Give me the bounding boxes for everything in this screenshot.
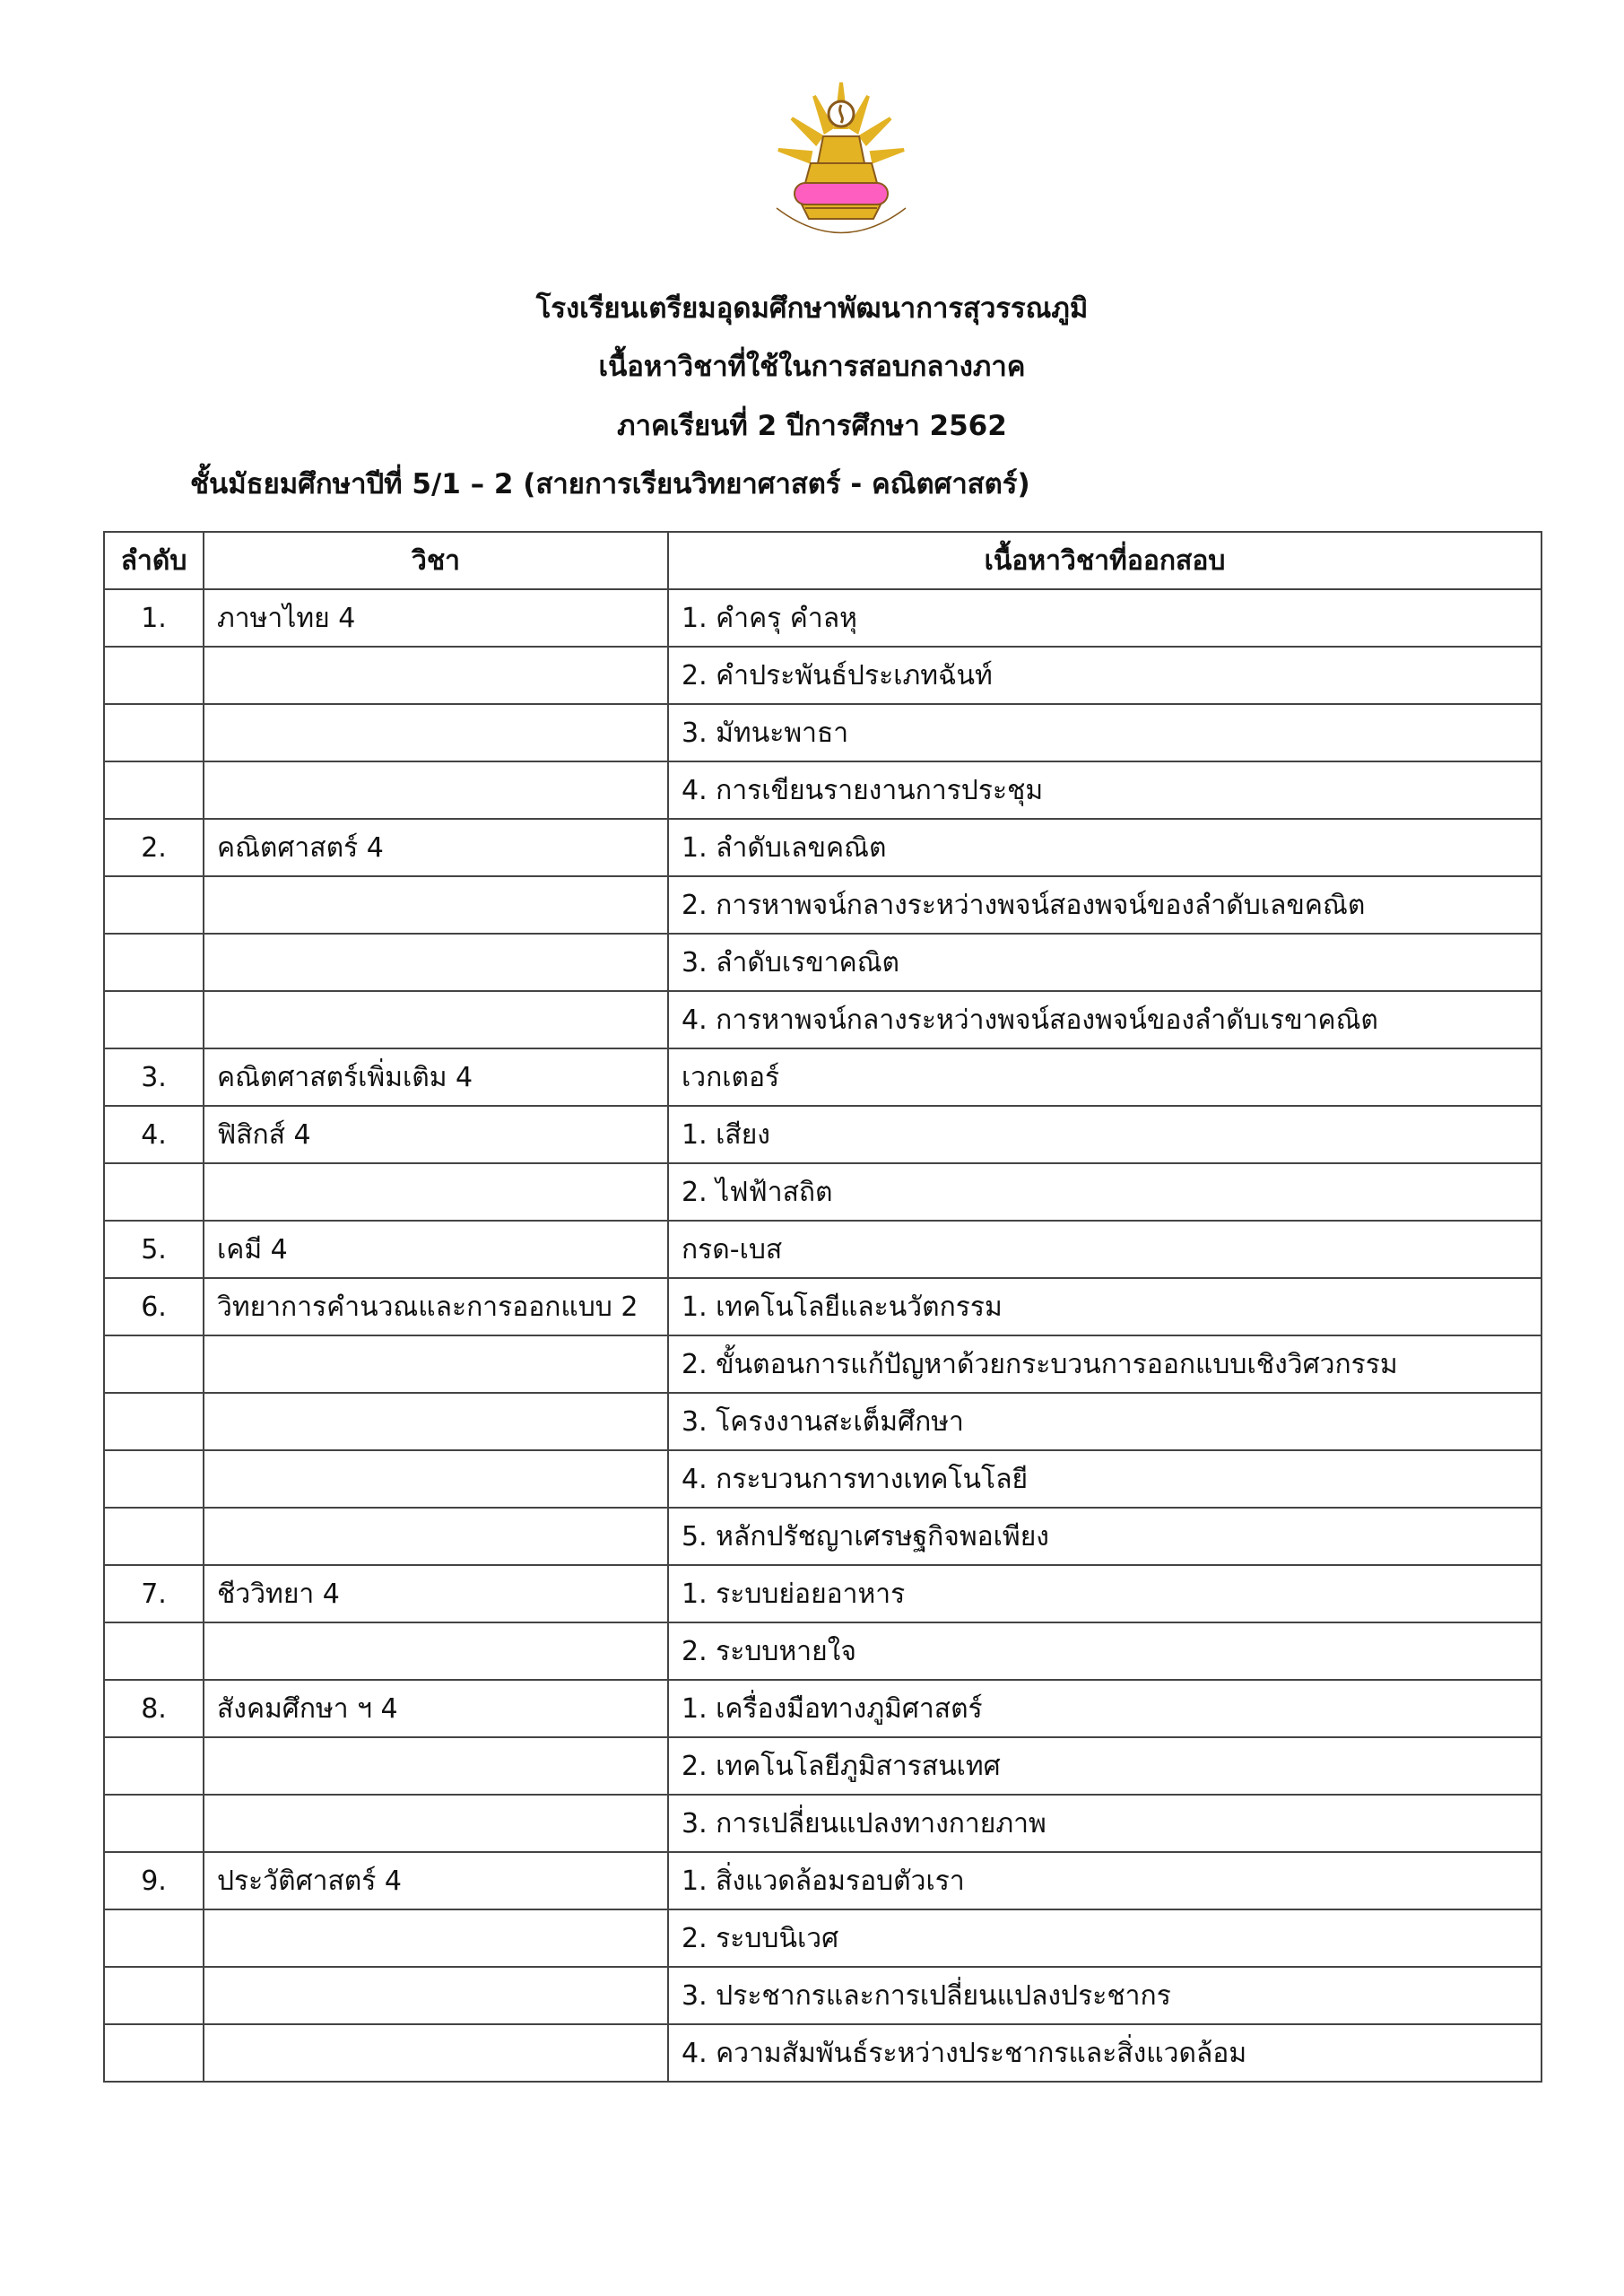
row-content: 1. เสียง [668,1106,1541,1163]
row-number: 2. [104,819,204,876]
row-subject [204,1450,668,1508]
row-subject: เคมี 4 [204,1221,668,1278]
row-subject [204,1163,668,1221]
table-row [104,1163,1541,1221]
row-content: 2. การหาพจน์กลางระหว่างพจน์สองพจน์ของลำดับเลขคณิต [668,876,1541,934]
row-content: 3. ลำดับเรขาคณิต [668,934,1541,991]
row-content: 1. เทคโนโลยีและนวัตกรรม [668,1278,1541,1335]
row-content: 4. การหาพจน์กลางระหว่างพจน์สองพจน์ของลำดับเรขาคณิต [668,991,1541,1048]
row-content: เวกเตอร์ [668,1048,1541,1106]
row-content: 3. การเปลี่ยนแปลงทางกายภาพ [668,1795,1541,1852]
table-row [104,1393,1541,1450]
row-subject: สังคมศึกษา ฯ 4 [204,1680,668,1737]
row-number [104,647,204,704]
row-subject [204,934,668,991]
table-row [104,1106,1541,1163]
table-row [104,991,1541,1048]
row-subject [204,647,668,704]
document-title: เนื้อหาวิชาที่ใช้ในการสอบกลางภาค [598,351,1026,383]
row-number [104,876,204,934]
row-number: 4. [104,1106,204,1163]
table-row [104,1565,1541,1622]
row-number [104,2024,204,2082]
row-subject [204,2024,668,2082]
row-subject [204,876,668,934]
row-number [104,1737,204,1795]
row-number [104,934,204,991]
table-row [104,2024,1541,2082]
row-content: 1. ระบบย่อยอาหาร [668,1565,1541,1622]
row-number [104,761,204,819]
row-number: 1. [104,589,204,647]
header-content: เนื้อหาวิชาที่ออกสอบ [668,532,1541,589]
row-content: 2. ระบบนิเวศ [668,1909,1541,1967]
table-row [104,1450,1541,1508]
row-subject [204,1335,668,1393]
row-content: 4. การเขียนรายงานการประชุม [668,761,1541,819]
row-subject [204,704,668,761]
row-subject: คณิตศาสตร์ 4 [204,819,668,876]
row-number [104,1795,204,1852]
row-subject [204,991,668,1048]
table-header-row [104,532,1541,589]
row-subject [204,1393,668,1450]
table-row [104,1048,1541,1106]
table-row [104,647,1541,704]
row-number [104,1622,204,1680]
table-row [104,934,1541,991]
row-subject [204,1909,668,1967]
row-content: 1. เครื่องมือทางภูมิศาสตร์ [668,1680,1541,1737]
table-row [104,876,1541,934]
row-number [104,1450,204,1508]
row-content: 2. ระบบหายใจ [668,1622,1541,1680]
header-subject: วิชา [204,532,668,589]
row-content: 2. เทคโนโลยีภูมิสารสนเทศ [668,1737,1541,1795]
row-content: 2. ขั้นตอนการแก้ปัญหาด้วยกระบวนการออกแบบเชิงวิศวกรรม [668,1335,1541,1393]
row-number [104,1163,204,1221]
row-content: 1. สิ่งแวดล้อมรอบตัวเรา [668,1852,1541,1909]
row-number [104,1967,204,2024]
table-row [104,1852,1541,1909]
row-content: 3. โครงงานสะเต็มศึกษา [668,1393,1541,1450]
row-content: กรด-เบส [668,1221,1541,1278]
exam-content-table [103,531,1542,2083]
row-content: 2. ไฟฟ้าสถิต [668,1163,1541,1221]
row-number: 3. [104,1048,204,1106]
table-row [104,1737,1541,1795]
row-number [104,1393,204,1450]
row-number [104,991,204,1048]
class-line: ชั้นมัธยมศึกษาปีที่ 5/1 – 2 (สายการเรียนวิทยาศาสตร์ - คณิตศาสตร์) [190,468,1030,500]
table-row [104,1909,1541,1967]
table-row [104,761,1541,819]
row-number: 6. [104,1278,204,1335]
row-content: 1. ลำดับเลขคณิต [668,819,1541,876]
row-content: 3. มัทนะพาธา [668,704,1541,761]
row-number: 7. [104,1565,204,1622]
school-name: โรงเรียนเตรียมอุดมศึกษาพัฒนาการสุวรรณภูมิ [535,292,1089,325]
table-row [104,1508,1541,1565]
row-subject: ภาษาไทย 4 [204,589,668,647]
row-subject [204,1967,668,2024]
row-subject: ประวัติศาสตร์ 4 [204,1852,668,1909]
row-subject: ฟิสิกส์ 4 [204,1106,668,1163]
row-number: 5. [104,1221,204,1278]
row-subject: ชีววิทยา 4 [204,1565,668,1622]
row-number [104,704,204,761]
row-content: 5. หลักปรัชญาเศรษฐกิจพอเพียง [668,1508,1541,1565]
row-subject: คณิตศาสตร์เพิ่มเติม 4 [204,1048,668,1106]
school-emblem-icon [751,74,931,253]
table-row [104,1278,1541,1335]
row-number [104,1508,204,1565]
table-row [104,819,1541,876]
row-subject [204,1508,668,1565]
table-row [104,1221,1541,1278]
row-content: 3. ประชากรและการเปลี่ยนแปลงประชากร [668,1967,1541,2024]
row-number: 8. [104,1680,204,1737]
table-row [104,1680,1541,1737]
row-subject [204,1795,668,1852]
term-line: ภาคเรียนที่ 2 ปีการศึกษา 2562 [617,410,1007,442]
table-row [104,1967,1541,2024]
row-subject [204,1622,668,1680]
header-order: ลำดับ [104,532,204,589]
table-row [104,1795,1541,1852]
row-number: 9. [104,1852,204,1909]
table-row [104,1335,1541,1393]
row-number [104,1909,204,1967]
row-content: 4. ความสัมพันธ์ระหว่างประชากรและสิ่งแวดล้อม [668,2024,1541,2082]
row-content: 2. คำประพันธ์ประเภทฉันท์ [668,647,1541,704]
table-row [104,704,1541,761]
row-content: 4. กระบวนการทางเทคโนโลยี [668,1450,1541,1508]
row-subject: วิทยาการคำนวณและการออกแบบ 2 [204,1278,668,1335]
table-row [104,589,1541,647]
row-subject [204,761,668,819]
row-subject [204,1737,668,1795]
row-number [104,1335,204,1393]
table-row [104,1622,1541,1680]
row-content: 1. คำครุ คำลหุ [668,589,1541,647]
